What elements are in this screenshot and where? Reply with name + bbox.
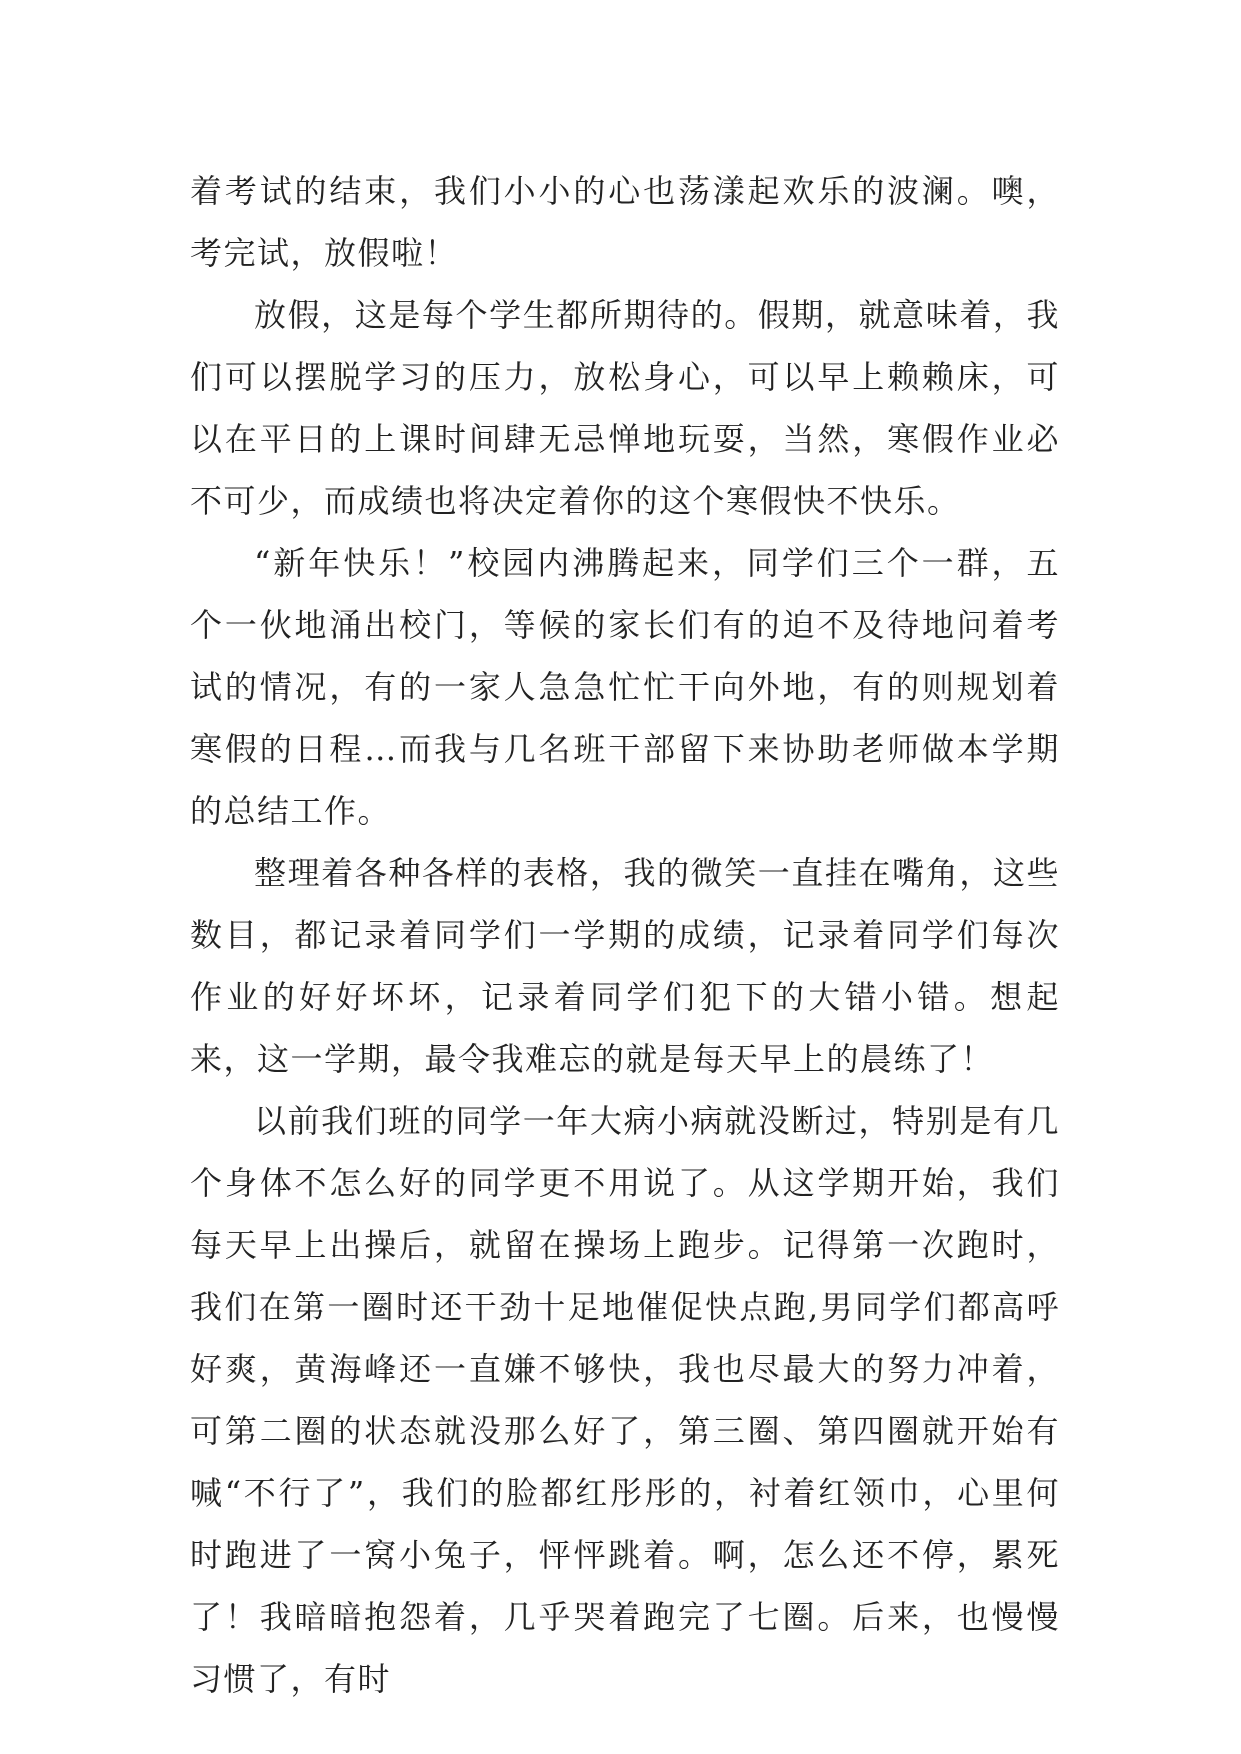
paragraph-4: 整理着各种各样的表格，我的微笑一直挂在嘴角，这些数目，都记录着同学们一学期的成绩，记录着同学们每次作业的好好坏坏，记录着同学们犯下的大错小错。想起来，这一学期，最令我难忘的就是每天早上的晨练了！ xyxy=(190,854,1060,1078)
paragraph-2: 放假，这是每个学生都所期待的。假期，就意味着，我们可以摆脱学习的压力，放松身心，可以早上赖赖床，可以在平日的上课时间肆无忌惮地玩耍，当然，寒假作业必不可少，而成绩也将决定着你的这个寒假快不快乐。 xyxy=(190,296,1060,520)
paragraph-3: “新年快乐！”校园内沸腾起来，同学们三个一群，五个一伙地涌出校门，等候的家长们有的迫不及待地问着考试的情况，有的一家人急急忙忙干向外地，有的则规划着寒假的日程…而我与几名班干部留下来协助老师做本学期的总结工作。 xyxy=(190,544,1060,830)
paragraph-1: 着考试的结束，我们小小的心也荡漾起欢乐的波澜。噢，考完试，放假啦！ xyxy=(190,172,1060,272)
paragraph-5: 以前我们班的同学一年大病小病就没断过，特别是有几个身体不怎么好的同学更不用说了。从这学期开始，我们每天早上出操后，就留在操场上跑步。记得第一次跑时，我们在第一圈时还干劲十足地催促快点跑,男同学们都高呼好爽，黄海峰还一直嫌不够快，我也尽最大的努力冲着，可第二圈的状态就没那么好了，第三圈、第四圈就开始有喊“不行了”，我们的脸都红彤彤的，衬着红领巾，心里何时跑进了一窝小兔子，怦怦跳着。啊，怎么还不停，累死了！我暗暗抱怨着，几乎哭着跑完了七圈。后来，也慢慢习惯了，有时 xyxy=(190,1102,1060,1698)
body-text xyxy=(190,160,1060,1710)
